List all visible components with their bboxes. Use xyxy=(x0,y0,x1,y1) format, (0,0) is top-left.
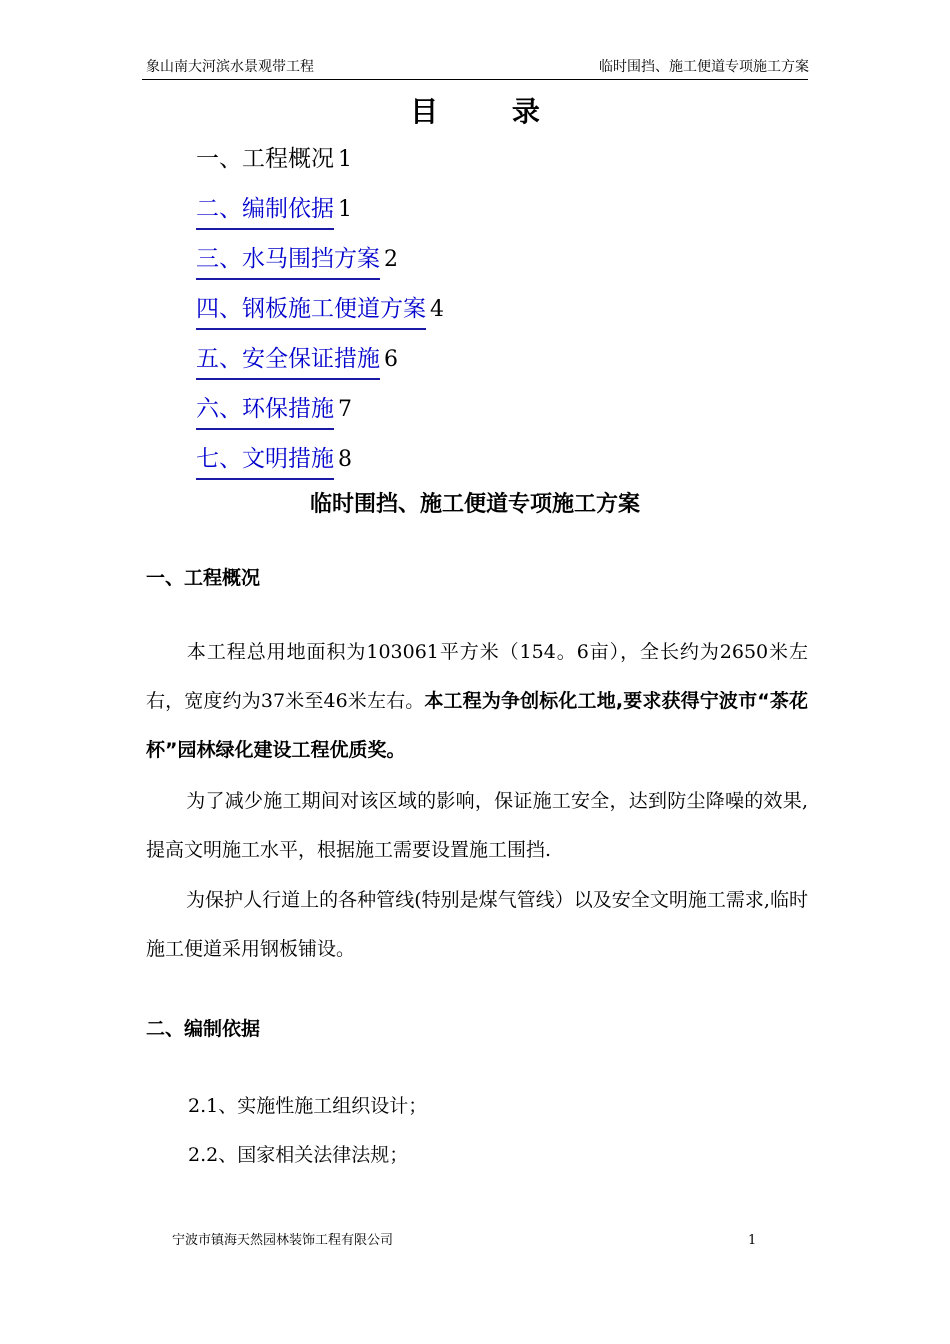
toc-title: 目 录 xyxy=(410,95,572,128)
header-project-name: 象山南大河滨水景观带工程 xyxy=(146,59,314,75)
toc-item-page: 4 xyxy=(430,297,444,322)
toc-item-label: 七、文明措施 xyxy=(196,444,334,480)
toc-item-page: 7 xyxy=(338,397,352,422)
toc-item-page: 1 xyxy=(338,197,352,222)
toc-item-6[interactable] xyxy=(196,394,352,430)
toc-item-label: 一、工程概况 xyxy=(196,146,334,172)
basis-item-1: 2.1、实施性施工组织设计； xyxy=(188,1095,428,1117)
toc-item-page: 6 xyxy=(384,347,398,372)
toc-item-page: 1 xyxy=(338,147,352,172)
toc-item-7[interactable] xyxy=(196,444,352,480)
overview-paragraph-1-emphasis: 本工程为争创标化工地,要求获得宁波市“茶花杯”园林绿化建设工程优质奖。 xyxy=(146,690,808,761)
document-title: 临时围挡、施工便道专项施工方案 xyxy=(309,492,640,517)
toc-item-label: 六、环保措施 xyxy=(196,394,334,430)
footer-company: 宁波市镇海天然园林装饰工程有限公司 xyxy=(172,1233,394,1248)
overview-paragraph-3-text: 为保护人行道上的各种管线(特别是煤气管线）以及安全文明施工需求,临时施工便道采用钢板铺设。 xyxy=(146,889,808,960)
toc-item-page: 8 xyxy=(338,447,352,472)
toc-item-5[interactable] xyxy=(196,344,398,380)
overview-paragraph-2-text: 为了减少施工期间对该区域的影响，保证施工安全，达到防尘降噪的效果,提高文明施工水平，根据施工需要设置施工围挡. xyxy=(146,790,808,861)
header-document-name: 临时围挡、施工便道专项施工方案 xyxy=(599,59,809,75)
section-heading-overview: 一、工程概况 xyxy=(146,567,261,589)
basis-item-2: 2.2、国家相关法律法规； xyxy=(188,1144,409,1166)
toc-item-label: 四、钢板施工便道方案 xyxy=(196,294,426,330)
toc-item-label: 五、安全保证措施 xyxy=(196,344,380,380)
toc-item-label: 三、水马围挡方案 xyxy=(196,244,380,280)
overview-paragraph-1-text: 本工程总用地面积为103061平方米（154。6亩），全长约为2650米左右，宽度约为37米至46米左右。 xyxy=(146,641,808,712)
section-heading-basis: 二、编制依据 xyxy=(146,1018,261,1040)
header-divider xyxy=(142,79,808,80)
toc-item-2[interactable] xyxy=(196,194,352,230)
toc-item-4[interactable] xyxy=(196,294,444,330)
overview-paragraph-1 xyxy=(146,628,808,775)
toc-item-3[interactable] xyxy=(196,244,398,280)
footer-page-number: 1 xyxy=(748,1233,757,1248)
toc-item-page: 2 xyxy=(384,247,398,272)
overview-paragraph-2 xyxy=(146,777,808,875)
toc-item-label: 二、编制依据 xyxy=(196,194,334,230)
overview-paragraph-3 xyxy=(146,876,808,974)
toc-item-1[interactable] xyxy=(196,144,352,178)
